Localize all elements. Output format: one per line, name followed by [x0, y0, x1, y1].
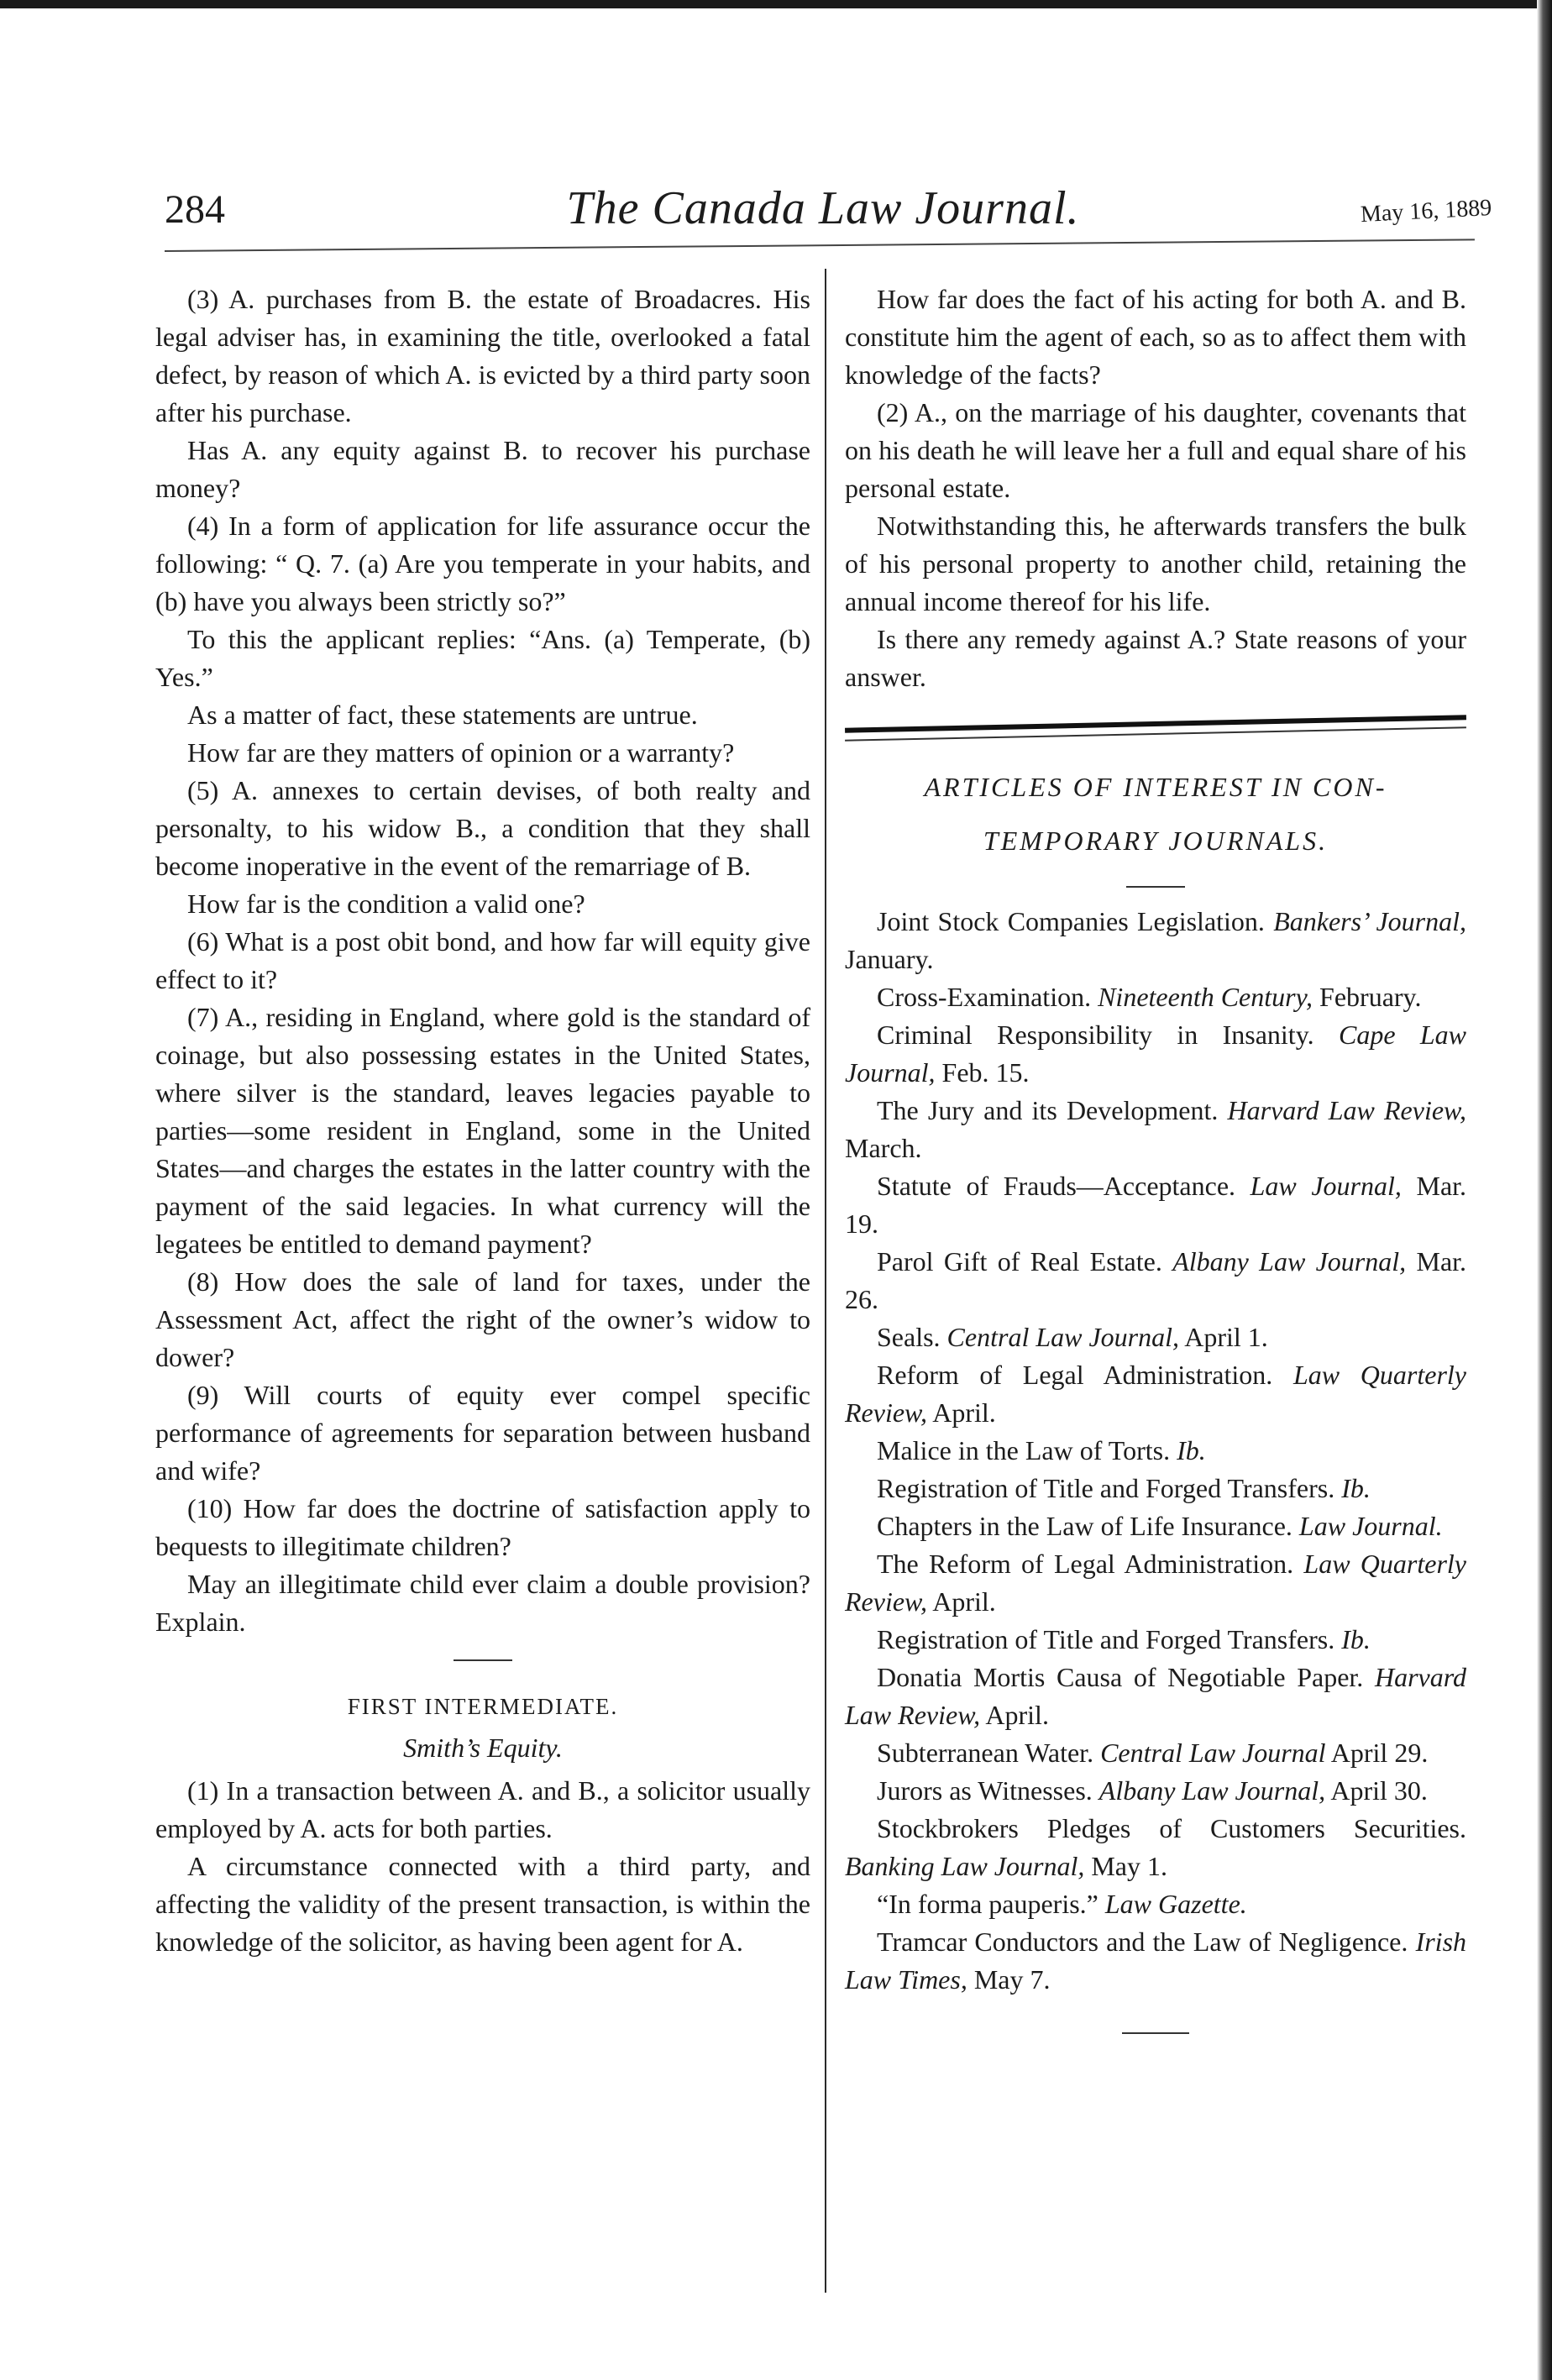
- article-list: [845, 903, 1466, 1999]
- article-title: Subterranean Water.: [877, 1738, 1094, 1768]
- article-date: April.: [985, 1700, 1049, 1730]
- article-source: Albany Law Journal,: [1172, 1246, 1407, 1276]
- article-source: Central Law Journal: [1100, 1738, 1326, 1768]
- article-title: Donatia Mortis Causa of Negotiable Paper.: [877, 1662, 1364, 1692]
- question-10: (10) How far does the doctrine of satisfaction apply to bequests to illegitimate children?: [155, 1493, 810, 1561]
- right-column: [845, 280, 1466, 2034]
- equity-question-2-ask: Is there any remedy against A.? State reasons of your answer.: [845, 624, 1466, 692]
- question-3-ask: Has A. any equity against B. to recover his purchase money?: [155, 435, 810, 503]
- question-8: (8) How does the sale of land for taxes, under the Assessment Act, affect the right of the owner’s widow to dower?: [155, 1266, 810, 1372]
- question-4: (4) In a form of application for life assurance occur the following: “ Q. 7. (a) Are you temperate in your habits, and (b) have you always been strictly so?”: [155, 511, 810, 616]
- articles-heading-line-2: TEMPORARY JOURNALS.: [983, 826, 1329, 856]
- article-title: Registration of Title and Forged Transfers.: [877, 1624, 1335, 1654]
- article-source: Central Law Journal,: [946, 1322, 1180, 1352]
- article-title: Jurors as Witnesses.: [877, 1775, 1093, 1806]
- section-subtitle: Smith’s Equity.: [403, 1733, 563, 1763]
- question-9: (9) Will courts of equity ever compel specific performance of agreements for separation between husband and wife?: [155, 1380, 810, 1486]
- equity-question-2-detail: Notwithstanding this, he afterwards transfers the bulk of his personal property to another child, retaining the annual income thereof for his life.: [845, 511, 1466, 616]
- articles-heading: [845, 760, 1466, 868]
- issue-date: May 16, 1889: [1360, 194, 1493, 228]
- article-source: Harvard Law Review,: [845, 1662, 1467, 1730]
- article-title: Cross-Examination.: [877, 982, 1092, 1012]
- articles-heading-line-1: ARTICLES OF INTEREST IN CON-: [924, 772, 1387, 802]
- article-title: Stockbrokers Pledges of Customers Securities.: [877, 1813, 1466, 1843]
- article-source: Ib.: [1341, 1624, 1371, 1654]
- article-title: Reform of Legal Administration.: [877, 1360, 1273, 1390]
- article-title: Chapters in the Law of Life Insurance.: [877, 1511, 1292, 1541]
- article-title: The Reform of Legal Administration.: [877, 1549, 1294, 1579]
- question-6: (6) What is a post obit bond, and how far will equity give effect to it?: [155, 926, 810, 994]
- article-title: “In forma pauperis.”: [877, 1889, 1098, 1919]
- question-7: (7) A., residing in England, where gold is the standard of coinage, but also possessing estates in the United States, where silver is the standard, leaves legacies payable to parties—some resident in England, some in the United States—and charges the estates in the latter country with the payment of the said legacies. In what currency will the legatees be entitled to demand payment?: [155, 1002, 810, 1259]
- article-date: April 30.: [1330, 1775, 1428, 1806]
- article-source: Law Quarterly Review,: [845, 1360, 1467, 1428]
- article-title: Parol Gift of Real Estate.: [877, 1246, 1162, 1276]
- article-source: Law Gazette.: [1104, 1889, 1247, 1919]
- articles-divider: [1126, 886, 1185, 888]
- article-entry: [845, 1167, 1466, 1243]
- question-4-ask: How far are they matters of opinion or a warranty?: [187, 737, 735, 768]
- article-date: March.: [845, 1133, 922, 1163]
- page-header: [0, 168, 1495, 235]
- column-divider: [825, 269, 826, 2293]
- article-source: Nineteenth Century,: [1098, 982, 1313, 1012]
- article-title: Malice in the Law of Torts.: [877, 1435, 1171, 1465]
- article-date: Mar. 19.: [845, 1171, 1467, 1239]
- journal-title: The Canada Law Journal.: [566, 182, 1080, 234]
- article-entry: [845, 1621, 1466, 1659]
- article-title: Registration of Title and Forged Transfers.: [877, 1473, 1335, 1503]
- article-entry: [845, 978, 1466, 1016]
- equity-question-1-ask: How far does the fact of his acting for both A. and B. constitute him the agent of each, so as to affect them with knowledge of the facts?: [845, 284, 1466, 390]
- section-divider: [454, 1659, 512, 1661]
- article-date: February.: [1319, 982, 1422, 1012]
- article-date: Feb. 15.: [941, 1057, 1030, 1088]
- article-entry: [845, 1356, 1466, 1432]
- equity-question-1-detail: A circumstance connected with a third party, and affecting the validity of the present transaction, is within the knowledge of the solicitor, as having been agent for A.: [155, 1851, 810, 1957]
- question-3: (3) A. purchases from B. the estate of Broadacres. His legal adviser has, in examining the title, overlooked a fatal defect, by reason of which A. is evicted by a third party soon after his purchase.: [155, 284, 810, 427]
- article-entry: [845, 1318, 1466, 1356]
- equity-question-1: (1) In a transaction between A. and B., a solicitor usually employed by A. acts for both parties.: [155, 1775, 810, 1843]
- article-entry: [845, 903, 1466, 978]
- top-border: [0, 0, 1552, 8]
- question-4-reply: To this the applicant replies: “Ans. (a) Temperate, (b) Yes.”: [155, 624, 810, 692]
- article-entry: [845, 1016, 1466, 1092]
- article-date: April 1.: [1184, 1322, 1268, 1352]
- article-source: Ib.: [1177, 1435, 1206, 1465]
- article-source: Bankers’ Journal,: [1273, 906, 1466, 936]
- article-source: Ib.: [1341, 1473, 1371, 1503]
- article-date: April.: [932, 1397, 996, 1428]
- question-4-fact: As a matter of fact, these statements are untrue.: [187, 700, 698, 730]
- article-date: May 1.: [1091, 1851, 1167, 1881]
- end-rule: [1122, 2032, 1189, 2034]
- article-source: Law Journal.: [1298, 1511, 1443, 1541]
- article-entry: [845, 1092, 1466, 1167]
- article-title: The Jury and its Development.: [877, 1095, 1219, 1125]
- article-entry: [845, 1243, 1466, 1318]
- article-date: January.: [845, 944, 934, 974]
- article-title: Statute of Frauds—Acceptance.: [877, 1171, 1236, 1201]
- article-title: Joint Stock Companies Legislation.: [877, 906, 1265, 936]
- equity-question-2: (2) A., on the marriage of his daughter, covenants that on his death he will leave her a full and equal share of his personal estate.: [845, 397, 1466, 503]
- page-number: 284: [165, 187, 225, 232]
- article-entry: [845, 1923, 1466, 1999]
- article-date: April.: [932, 1586, 996, 1617]
- article-date: Mar. 26.: [845, 1246, 1467, 1314]
- article-source: Cape Law Journal,: [845, 1020, 1467, 1088]
- article-title: Criminal Responsibility in Insanity.: [877, 1020, 1314, 1050]
- article-source: Harvard Law Review,: [1227, 1095, 1467, 1125]
- article-source: Irish Law Times,: [845, 1927, 1467, 1995]
- article-entry: [845, 1885, 1466, 1923]
- article-entry: [845, 1507, 1466, 1545]
- article-entry: [845, 1659, 1466, 1734]
- article-source: Law Journal,: [1250, 1171, 1402, 1201]
- article-date: May 7.: [973, 1964, 1051, 1995]
- question-10-ask: May an illegitimate child ever claim a double provision? Explain.: [155, 1569, 810, 1637]
- section-title: FIRST INTERMEDIATE.: [347, 1694, 619, 1719]
- article-date: April 29.: [1330, 1738, 1429, 1768]
- article-entry: [845, 1432, 1466, 1470]
- article-title: Seals.: [877, 1322, 941, 1352]
- header-rule: [165, 239, 1475, 252]
- article-entry: [845, 1734, 1466, 1772]
- article-entry: [845, 1545, 1466, 1621]
- article-entry: [845, 1772, 1466, 1810]
- page-edge: [1537, 0, 1552, 2380]
- article-source: Albany Law Journal,: [1098, 1775, 1326, 1806]
- article-source: Banking Law Journal,: [845, 1851, 1085, 1881]
- article-source: Law Quarterly Review,: [845, 1549, 1467, 1617]
- question-5: (5) A. annexes to certain devises, of both realty and personalty, to his widow B., a condition that they shall become inoperative in the event of the remarriage of B.: [155, 775, 810, 881]
- article-entry: [845, 1470, 1466, 1507]
- article-entry: [845, 1810, 1466, 1885]
- question-5-ask: How far is the condition a valid one?: [187, 889, 585, 919]
- left-column: [155, 280, 810, 1961]
- article-title: Tramcar Conductors and the Law of Negligence.: [877, 1927, 1408, 1957]
